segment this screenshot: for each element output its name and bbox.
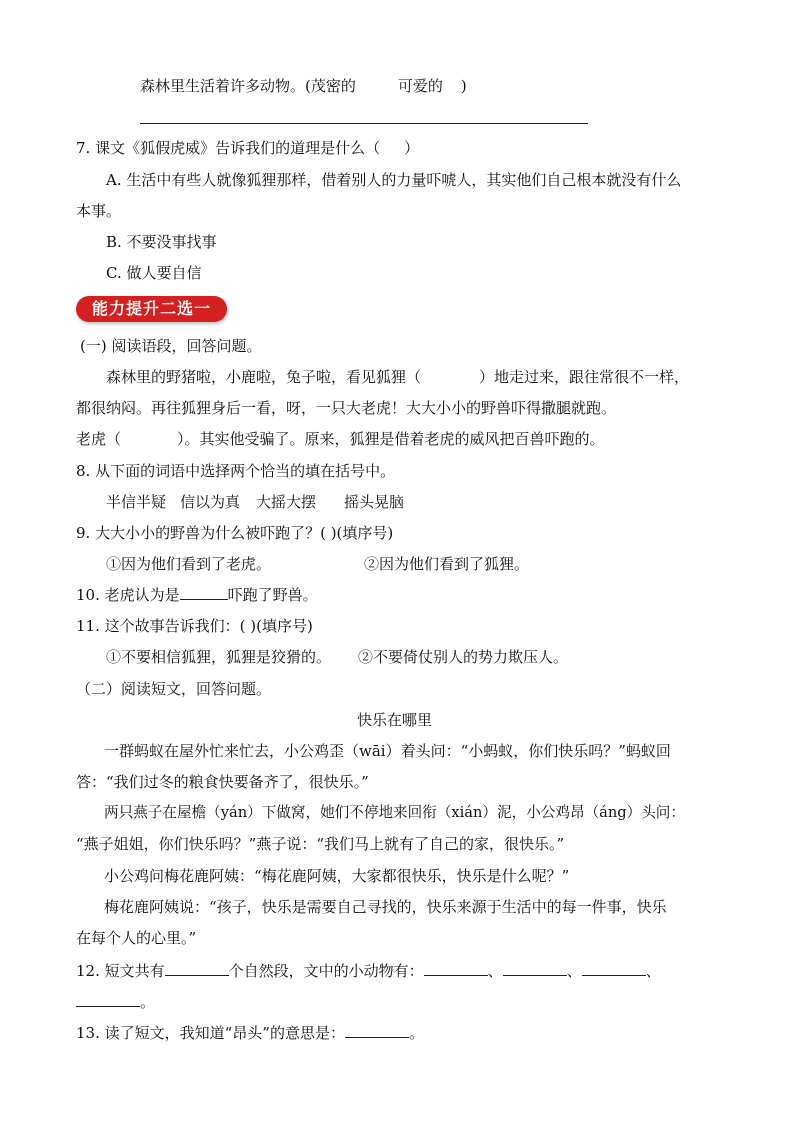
period: 。 — [408, 1024, 424, 1042]
passage-text: ）。其实他受骗了。原来，狐狸是借着老虎的威风把百兽吓跑的。 — [177, 430, 605, 448]
passage-text: 老虎（ — [76, 430, 122, 448]
answer-line[interactable] — [140, 123, 588, 124]
answer-blank[interactable] — [165, 961, 229, 976]
passage-line-2: 都很纳闷。再往狐狸身后一看，呀，一只大老虎！大大小小的野兽吓得撒腿就跑。 — [76, 399, 617, 417]
passage-p3: 小公鸡问梅花鹿阿姨：“梅花鹿阿姨，大家都很快乐，快乐是什么呢？” — [104, 867, 570, 885]
question-10 — [76, 585, 318, 605]
option-2: ②因为他们看到了狐狸。 — [364, 555, 530, 573]
answer-blank[interactable] — [503, 961, 567, 976]
passage-p2-line2: “燕子姐姐，你们快乐吗？”燕子说：“我们马上就有了自己的家，很快乐。” — [76, 835, 565, 853]
separator: 、 — [645, 962, 661, 980]
answer-blank[interactable] — [345, 1023, 409, 1038]
passage-p4-line1: 梅花鹿阿姨说：“孩子，快乐是需要自己寻找的，快乐来源于生活中的每一件事，快乐 — [104, 898, 667, 916]
option-b: B. 不要没事找事 — [106, 233, 217, 251]
option-1: ①因为他们看到了老虎。 — [106, 555, 272, 573]
section-badge: 能力提升二选一 — [76, 296, 227, 322]
word-bank — [106, 492, 404, 512]
option-2: ②不要倚仗别人的势力欺压人。 — [358, 648, 569, 666]
word-option: 半信半疑 — [106, 493, 167, 511]
separator: 、 — [566, 962, 582, 980]
passage-text: ）地走过来，跟往常很不一样， — [479, 368, 690, 386]
period: 。 — [140, 993, 156, 1011]
close-paren: ) — [460, 77, 467, 95]
word-option: 大摇大摆 — [256, 493, 317, 511]
passage-text: 森林里的野猪啦，小鹿啦，兔子啦，看见狐狸（ — [106, 368, 422, 386]
passage-line-3 — [76, 429, 605, 449]
question-10-post: 吓跑了野兽。 — [227, 586, 318, 604]
answer-blank[interactable] — [180, 585, 228, 600]
sentence-text: 森林里生活着许多动物。(茂密的 — [140, 77, 356, 95]
word-option: 摇头晃脑 — [344, 493, 405, 511]
answer-blank[interactable] — [424, 961, 488, 976]
part2-heading: （二）阅读短文，回答问题。 — [76, 680, 272, 698]
passage-p4-line2: 在每个人的心里。” — [76, 929, 197, 947]
question-11: 11. 这个故事告诉我们：( )(填序号) — [76, 617, 313, 635]
separator: 、 — [487, 962, 503, 980]
answer-blank[interactable] — [76, 992, 140, 1007]
passage-line-1 — [106, 367, 689, 387]
question-9: 9. 大大小小的野兽为什么被吓跑了？( )(填序号) — [76, 524, 394, 542]
question-12-cont — [76, 992, 155, 1012]
answer-blank[interactable] — [582, 961, 646, 976]
passage-p2-line1: 两只燕子在屋檐（yán）下做窝，她们不停地来回衔（xián）泥，小公鸡昂（áng）头问： — [104, 804, 685, 821]
option-c: C. 做人要自信 — [106, 264, 202, 282]
option-text: 可爱的 — [397, 77, 443, 95]
question-10-pre: 10. 老虎认为是 — [76, 586, 180, 604]
passage-title: 快乐在哪里 — [357, 711, 433, 729]
word-option: 信以为真 — [180, 493, 241, 511]
paren-close: ） — [404, 139, 420, 157]
question-8: 8. 从下面的词语中选择两个恰当的填在括号中。 — [76, 462, 396, 480]
passage-p1-line1: 一群蚂蚁在屋外忙来忙去，小公鸡歪（wāi）着头问：“小蚂蚁，你们快乐吗？”蚂蚁回 — [104, 742, 671, 760]
option-1: ①不要相信狐狸，狐狸是狡猾的。 — [106, 648, 332, 666]
question-13-pre: 13. 读了短文，我知道“昂头”的意思是： — [76, 1024, 345, 1042]
question-13 — [76, 1023, 424, 1043]
sentence-line — [140, 76, 467, 96]
passage-p1-line2: 答：“我们过冬的粮食快要备齐了，很快乐。” — [76, 773, 369, 791]
question-7-stem: 7. 课文《狐假虎威》告诉我们的道理是什么（ — [76, 139, 381, 157]
question-12-pre: 12. 短文共有 — [76, 962, 165, 980]
part1-heading: (一) 阅读语段，回答问题。 — [80, 337, 262, 355]
question-12-mid: 个自然段，文中的小动物有： — [228, 962, 424, 980]
option-a: A. 生活中有些人就像狐狸那样，借着别人的力量吓唬人，其实他们自己根本就没有什么 — [106, 171, 682, 189]
option-a-cont: 本事。 — [76, 202, 122, 220]
question-12 — [76, 961, 661, 981]
question-7 — [76, 138, 419, 158]
